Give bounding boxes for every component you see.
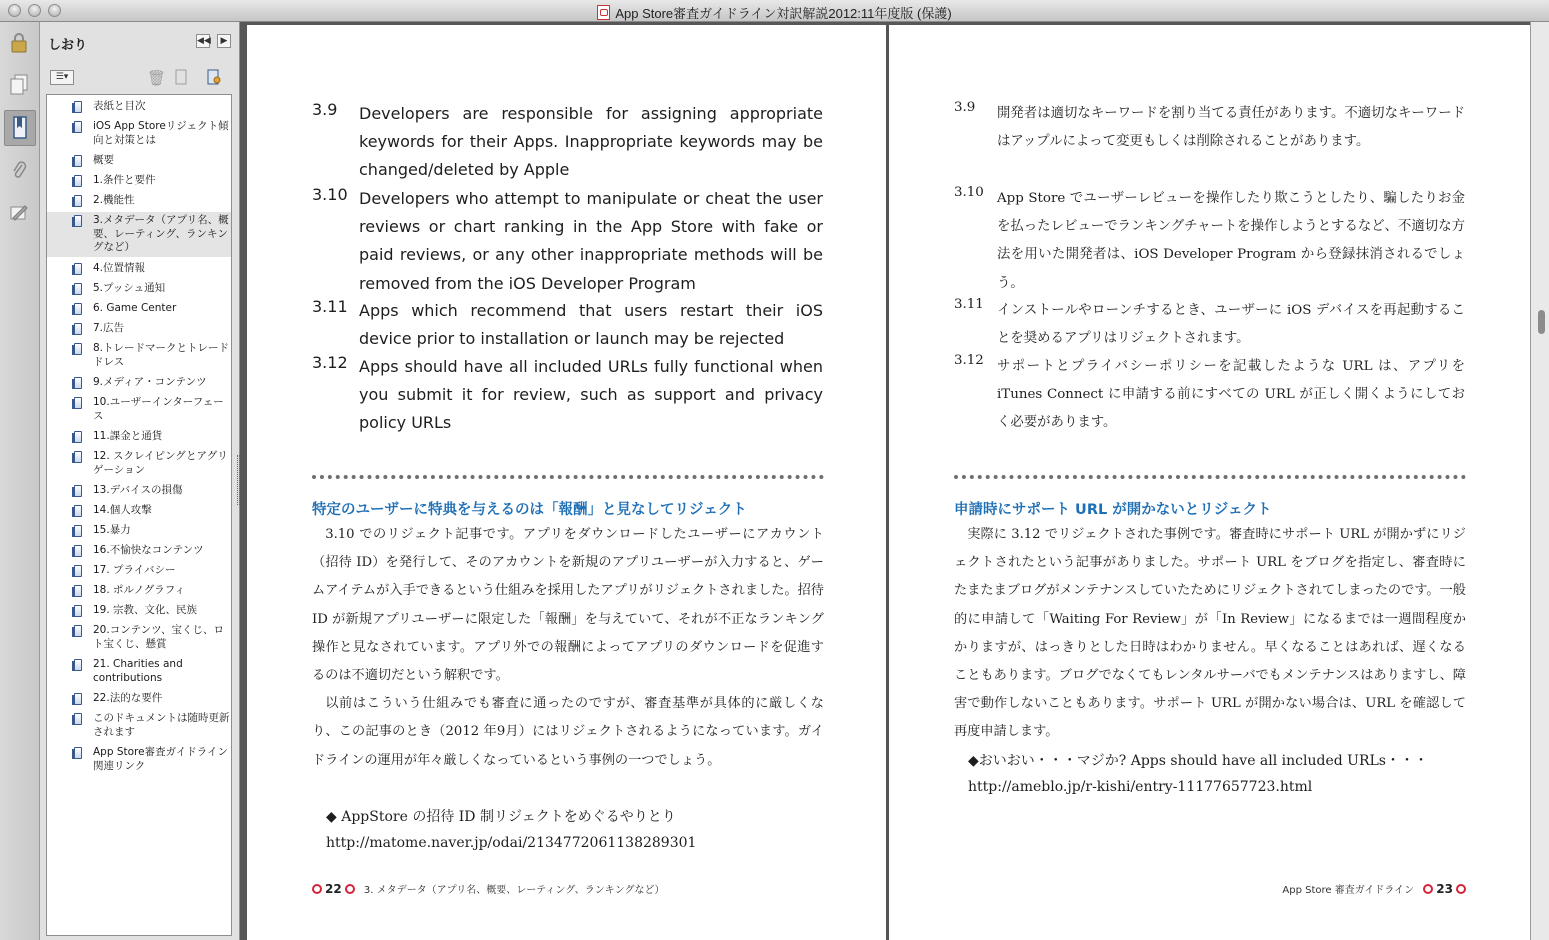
attachment-icon[interactable] (4, 154, 34, 188)
bookmark-label: 5.プッシュ通知 (93, 282, 166, 294)
bookmark-icon (74, 565, 82, 577)
item-number: 3.9 (954, 100, 976, 115)
navigation-tool-strip (0, 22, 40, 940)
bookmark-icon (74, 397, 82, 409)
bookmark-label: 2.機能性 (93, 194, 135, 206)
pages-icon[interactable] (4, 68, 34, 102)
bookmark-item[interactable] (47, 712, 231, 739)
item-text: 開発者は適切なキーワードを割り当てる責任があります。不適切なキーワードはアップルによって変更もしくは削除されることがあります。 (997, 106, 1465, 150)
window-titlebar (0, 0, 1549, 22)
bookmark-item[interactable] (47, 430, 231, 444)
bookmark-label: 9.メディア・コンテンツ (93, 376, 207, 388)
item-text: Apps should have all included URLs fully functional when you submit it for review, such as support and privacy policy URLs (359, 357, 823, 433)
bookmark-item[interactable] (47, 584, 231, 598)
reference-title: ◆ AppStore の招待 ID 制リジェクトをめぐるやりとり (326, 809, 676, 825)
bookmark-label: 20.コンテンツ、宝くじ、ロト宝くじ、懸賞 (93, 624, 224, 650)
bookmark-list (46, 94, 232, 936)
bookmark-item[interactable] (47, 154, 231, 168)
bookmark-icon (74, 155, 82, 167)
red-bullet-icon (312, 884, 322, 894)
body-paragraph: 以前はこういう仕組みでも審査に通ったのですが、審査基準が具体的に厳しくなり、この記事のとき（2012 年9月）にはリジェクトされるようになっています。ガイドラインの運用が年々厳しくなっているという事例の一つでしょう。 (312, 696, 824, 768)
item-text: サポートとプライバシーポリシーを記載したような URL は、アプリを iTunes Connect に申請する前にすべての URL が正しく開くようにしておく必要があります。 (997, 359, 1465, 431)
page-number: 23 (1436, 882, 1453, 896)
expand-panel-button[interactable]: ▶ (217, 34, 231, 48)
bookmark-label: 1.条件と要件 (93, 174, 156, 186)
bookmark-item[interactable] (47, 376, 231, 390)
bookmark-item[interactable] (47, 484, 231, 498)
item-number: 3.11 (312, 297, 348, 316)
scrollbar-thumb[interactable] (1538, 310, 1545, 334)
bookmark-label: 7.広告 (93, 322, 125, 334)
bookmark-label: 8.トレードマークとトレードドレス (93, 342, 230, 368)
item-text: インストールやローンチするとき、ユーザーに iOS デバイスを再起動することを奨めるアプリはリジェクトされます。 (997, 303, 1465, 347)
bookmark-label: 19. 宗教、文化、民族 (93, 604, 198, 616)
bookmarks-panel-title: しおり (48, 38, 88, 53)
bookmark-item[interactable] (47, 624, 231, 651)
pdf-page-left (247, 25, 886, 940)
bookmark-icon (74, 525, 82, 537)
bookmark-icon (74, 485, 82, 497)
bookmark-item[interactable] (47, 262, 231, 276)
bookmark-icon (74, 121, 82, 133)
new-bookmark-icon[interactable] (174, 69, 188, 89)
dotted-divider (312, 475, 824, 479)
window-title: App Store審査ガイドライン対訳解説2012:11年度版 (保護) (615, 6, 952, 21)
bookmark-label: 17. プライバシー (93, 564, 176, 576)
bookmark-icon (74, 545, 82, 557)
bookmark-icon (74, 585, 82, 597)
footer-chapter-title: 3. メタデータ（アプリ名、概要、レーティング、ランキングなど） (363, 885, 665, 896)
bookmark-item[interactable] (47, 692, 231, 706)
bookmark-label: 4.位置情報 (93, 262, 146, 274)
bookmark-item[interactable] (47, 504, 231, 518)
footer-book-title: App Store 審査ガイドライン (1282, 885, 1415, 896)
bookmark-icon (74, 283, 82, 295)
bookmark-label: 11.課金と通貨 (93, 430, 163, 442)
signature-icon[interactable] (4, 196, 34, 230)
bookmark-icon (74, 451, 82, 463)
article-body (312, 521, 824, 775)
dotted-divider (954, 475, 1466, 479)
item-text: Developers who attempt to manipulate or cheat the user reviews or chart ranking in the App Store with fake or paid reviews, or any other inappropriate methods will be removed from the iOS Developer Program (359, 189, 823, 293)
lock-icon[interactable] (4, 26, 34, 60)
bookmark-item[interactable] (47, 100, 231, 114)
bookmark-icon (74, 605, 82, 617)
panel-resize-handle[interactable] (237, 455, 240, 505)
bookmark-item[interactable] (47, 396, 231, 423)
bookmark-item[interactable] (47, 120, 231, 147)
bookmark-icon (74, 693, 82, 705)
bookmark-icon (74, 323, 82, 335)
bookmark-icon (74, 263, 82, 275)
bookmark-label: このドキュメントは随時更新されます (93, 712, 230, 738)
item-number: 3.12 (312, 353, 348, 372)
bookmark-item[interactable] (47, 746, 231, 773)
bookmark-label: 18. ポルノグラフィ (93, 584, 185, 596)
bookmark-label: 12. スクレイピングとアグリゲーション (93, 450, 228, 476)
page-number: 22 (325, 882, 342, 896)
bookmark-icon (74, 505, 82, 517)
section-heading: 特定のユーザーに特典を与えるのは「報酬」と見なしてリジェクト (312, 502, 747, 518)
bookmark-label: App Store審査ガイドライン関連リンク (93, 746, 228, 772)
bookmark-label: 6. Game Center (93, 302, 177, 314)
page-footer (312, 881, 665, 896)
bookmark-item[interactable] (47, 322, 231, 336)
bookmark-item[interactable] (47, 194, 231, 208)
bookmark-item[interactable] (47, 450, 231, 477)
red-bullet-icon (1456, 884, 1466, 894)
pdf-page-right (889, 25, 1530, 940)
collapse-panel-button[interactable]: ◀◀ (197, 36, 211, 46)
bookmark-label: 10.ユーザーインターフェース (93, 396, 224, 422)
bookmark-label: 14.個人攻撃 (93, 504, 152, 516)
bookmark-icon[interactable] (4, 110, 36, 146)
bookmark-item[interactable] (47, 658, 231, 685)
bookmark-item[interactable] (47, 604, 231, 618)
item-text: Apps which recommend that users restart their iOS device prior to installation or launch may be rejected (359, 301, 823, 349)
item-text: Developers are responsible for assigning appropriate keywords for their Apps. Inappropriate keywords may be changed/deleted by Apple (359, 104, 823, 180)
bookmark-icon (74, 377, 82, 389)
article-body (954, 521, 1466, 747)
item-number: 3.11 (954, 297, 984, 312)
item-number: 3.12 (954, 353, 984, 368)
pdf-file-icon (597, 5, 610, 20)
vertical-scrollbar[interactable] (1530, 22, 1549, 940)
reference-url[interactable]: http://ameblo.jp/r-kishi/entry-11177657723.html (968, 779, 1313, 795)
bookmark-label: 3.メタデータ（アプリ名、概要、レーティング、ランキングなど） (93, 214, 229, 254)
bookmark-icon (74, 431, 82, 443)
window-title-container (0, 3, 1549, 22)
bookmark-label: 概要 (93, 154, 114, 166)
bookmark-icon (74, 175, 82, 187)
bookmarks-toolbar (46, 68, 234, 90)
delete-bookmark-icon[interactable]: 🗑 (147, 69, 167, 87)
bookmark-item[interactable] (47, 342, 231, 369)
item-text: App Store でユーザーレビューを操作したり欺こうとしたり、騙したりお金を払ったレビューでランキングチャートを操作しようとするなど、不適切な方法を用いた開発者は、iOS Developer Program から登録抹消されるでしょう。 (997, 191, 1465, 291)
section-heading: 申請時にサポート URL が開かないとリジェクト (954, 502, 1272, 518)
red-bullet-icon (345, 884, 355, 894)
bookmark-item[interactable] (47, 174, 231, 188)
bookmark-icon (74, 659, 82, 671)
find-bookmark-icon[interactable] (206, 69, 222, 90)
item-number: 3.10 (954, 185, 984, 200)
bookmark-icon (74, 303, 82, 315)
bookmark-item[interactable] (47, 282, 231, 296)
bookmark-label: 22.法的な要件 (93, 692, 163, 704)
bookmark-item-selected[interactable] (47, 212, 231, 257)
bookmark-label: iOS App Storeリジェクト傾向と対策とは (93, 120, 229, 146)
options-dropdown-button[interactable]: ☰▾ (50, 70, 74, 85)
body-paragraph: 実際に 3.12 でリジェクトされた事例です。審査時にサポート URL が開かずにリジェクトされたという記事がありました。サポート URL をブログを指定し、審査時にたまたまブログがメンテナンスしていたためにリジェクトされてしまったのです。一般的に申請して「Waiting For Review」が「In Review」になるまでは一週間程度かかりますが、はっきりとした日時はわかりません。早くなることはあれば、遅くなることもあります。ブログでなくてもレンタルサーバでもメンテナンスはありますし、障害で動作しないこともあります。サポート URL が開かない場合は、URL を確認して再度申請します。 (954, 527, 1466, 740)
bookmark-label: 13.デバイスの損傷 (93, 484, 183, 496)
reference-url[interactable]: http://matome.naver.jp/odai/2134772061138289301 (326, 835, 697, 851)
bookmark-label: 16.不愉快なコンテンツ (93, 544, 204, 556)
red-bullet-icon (1423, 884, 1433, 894)
bookmark-label: 表紙と目次 (93, 100, 146, 112)
bookmark-label: 21. Charities and contributions (93, 658, 183, 684)
bookmarks-panel (40, 22, 240, 940)
item-number: 3.9 (312, 100, 338, 119)
bookmark-icon (74, 195, 82, 207)
page-footer (1282, 881, 1466, 896)
bookmark-icon (74, 215, 82, 227)
bookmark-icon (74, 343, 82, 355)
bookmark-icon (74, 625, 82, 637)
reference-title: ◆おいおい・・・マジか? Apps should have all included URLs・・・ (968, 753, 1428, 769)
bookmark-label: 15.暴力 (93, 524, 131, 536)
bookmark-icon (74, 101, 82, 113)
bookmark-item[interactable] (47, 302, 231, 316)
bookmark-item[interactable] (47, 544, 231, 558)
bookmark-icon (74, 713, 82, 725)
item-number: 3.10 (312, 185, 348, 204)
bookmark-item[interactable] (47, 524, 231, 538)
bookmark-icon (74, 747, 82, 759)
body-paragraph: 3.10 でのリジェクト記事です。アプリをダウンロードしたユーザーにアカウント（招待 ID）を発行して、そのアカウントを新規のアプリユーザーが入力すると、ゲームアイテムが入手できるという仕組みを採用したアプリがリジェクトされました。招待 ID が新規アプリユーザーに限定した「報酬」を与えていて、それが不正なランキング操作と見なされています。アプリ外での報酬によってアプリのダウンロードを促進するのは不適切だという解釈です。 (312, 527, 824, 684)
bookmark-item[interactable] (47, 564, 231, 578)
